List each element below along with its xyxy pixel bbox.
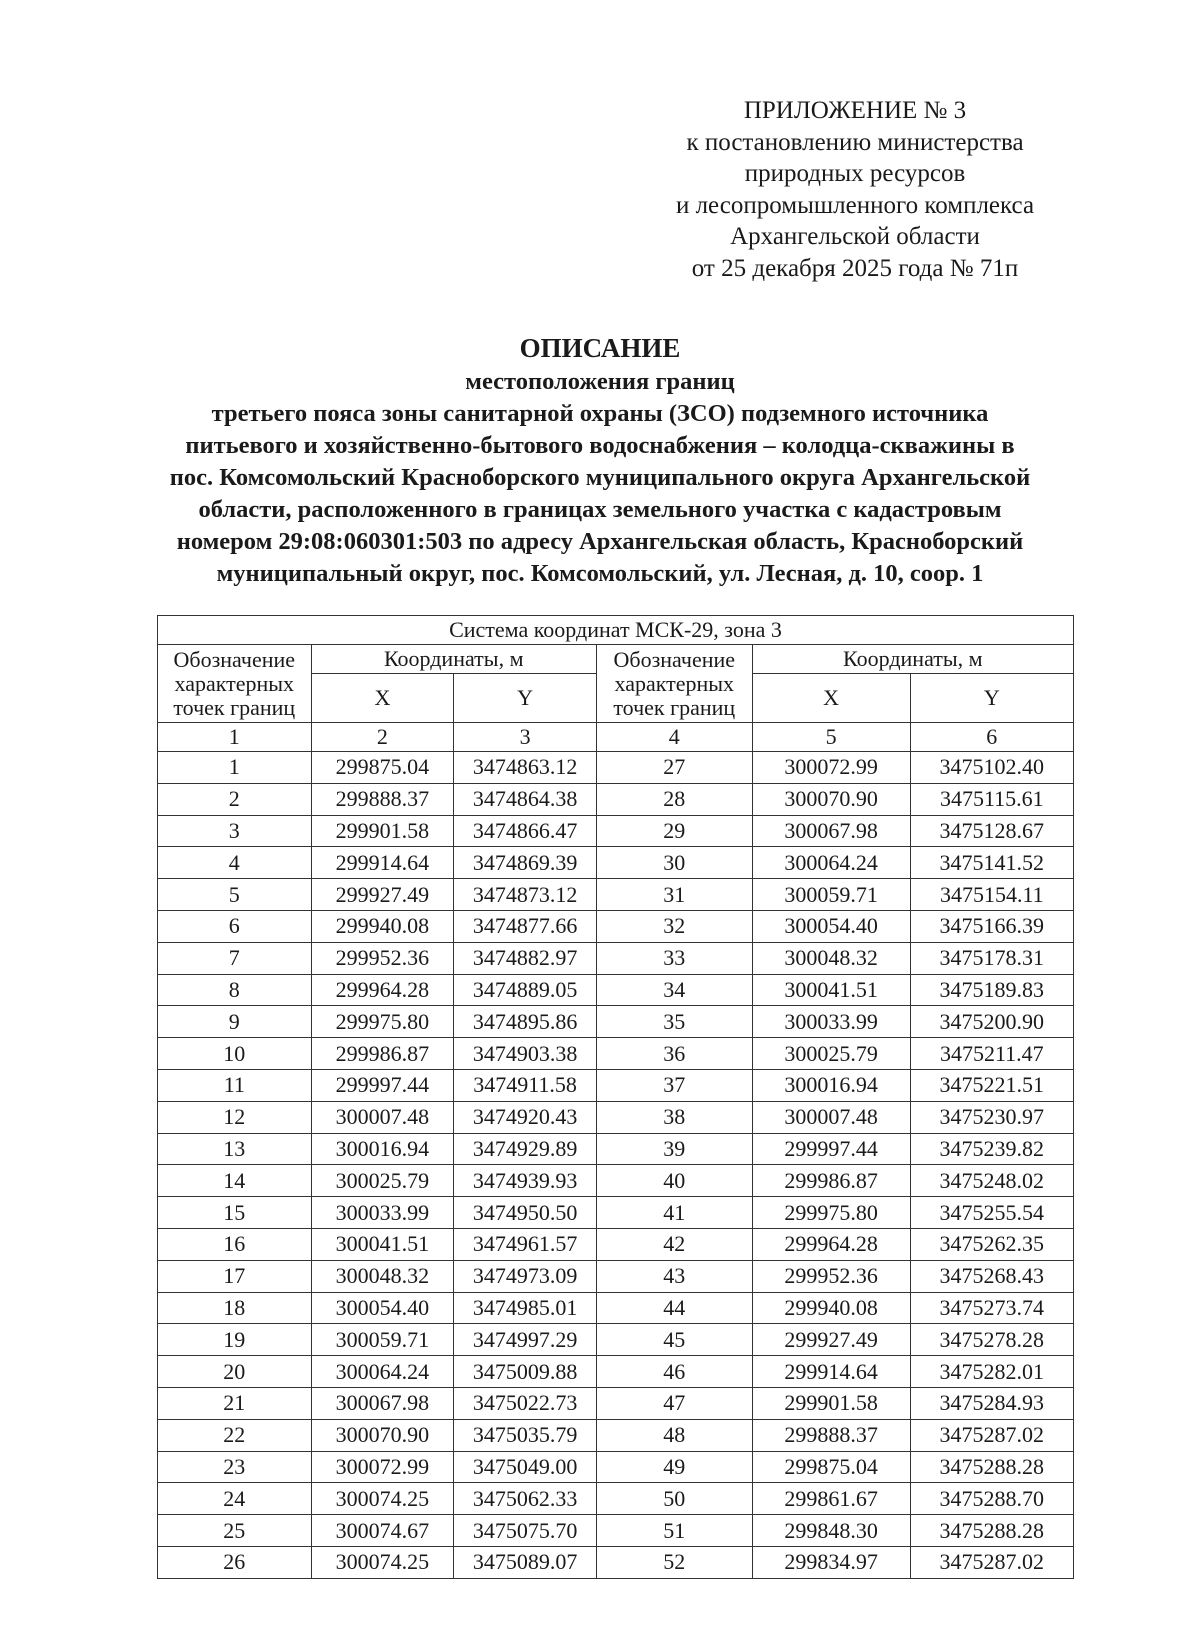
x-value: 300064.24 xyxy=(311,1356,454,1388)
point-number: 45 xyxy=(596,1324,752,1356)
x-value: 300016.94 xyxy=(311,1133,454,1165)
x-value: 300059.71 xyxy=(752,879,910,911)
x-value: 300048.32 xyxy=(752,942,910,974)
y-value: 3474985.01 xyxy=(454,1292,597,1324)
table-row xyxy=(158,1069,1074,1101)
title-line: номером 29:08:060301:503 по адресу Архангельская область, Красноборский xyxy=(176,528,1024,555)
point-number: 38 xyxy=(596,1101,752,1133)
point-number: 49 xyxy=(596,1451,752,1483)
y-value: 3475200.90 xyxy=(910,1006,1073,1038)
point-number: 47 xyxy=(596,1387,752,1419)
x-value: 300025.79 xyxy=(752,1038,910,1070)
x-value: 299901.58 xyxy=(311,815,454,847)
y-value: 3475268.43 xyxy=(910,1260,1073,1292)
x-header: X xyxy=(311,674,454,723)
x-value: 299975.80 xyxy=(311,1006,454,1038)
table-row xyxy=(158,1546,1074,1578)
title-line: пос. Комсомольский Красноборского муниципального округа Архангельской xyxy=(169,464,1031,491)
table-row xyxy=(158,1292,1074,1324)
point-number: 11 xyxy=(158,1069,312,1101)
coordinates-header: Координаты, м xyxy=(311,645,596,674)
appendix-line: ПРИЛОЖЕНИЕ № 3 xyxy=(743,97,967,124)
point-number: 2 xyxy=(158,783,312,815)
y-header: Y xyxy=(454,674,597,723)
coordinate-system-header: Система координат МСК-29, зона 3 xyxy=(158,616,1074,645)
y-value: 3474869.39 xyxy=(454,847,597,879)
y-value: 3474929.89 xyxy=(454,1133,597,1165)
y-value: 3475288.28 xyxy=(910,1451,1073,1483)
y-value: 3475009.88 xyxy=(454,1356,597,1388)
y-value: 3474882.97 xyxy=(454,942,597,974)
y-value: 3475288.70 xyxy=(910,1483,1073,1515)
point-number: 8 xyxy=(158,974,312,1006)
x-value: 300072.99 xyxy=(752,752,910,784)
y-value: 3475141.52 xyxy=(910,847,1073,879)
x-value: 299834.97 xyxy=(752,1546,910,1578)
x-value: 299952.36 xyxy=(311,942,454,974)
y-value: 3475255.54 xyxy=(910,1197,1073,1229)
point-number: 52 xyxy=(596,1546,752,1578)
x-value: 300054.40 xyxy=(752,910,910,942)
table-row xyxy=(158,1419,1074,1451)
y-value: 3474961.57 xyxy=(454,1228,597,1260)
x-value: 300016.94 xyxy=(752,1069,910,1101)
point-number: 19 xyxy=(158,1324,312,1356)
point-number: 32 xyxy=(596,910,752,942)
point-number: 7 xyxy=(158,942,312,974)
table-header-row xyxy=(158,645,1074,674)
point-number: 50 xyxy=(596,1483,752,1515)
y-value: 3475102.40 xyxy=(910,752,1073,784)
point-number: 3 xyxy=(158,815,312,847)
table-row xyxy=(158,847,1074,879)
point-number: 27 xyxy=(596,752,752,784)
point-number: 16 xyxy=(158,1228,312,1260)
appendix-line: и лесопромышленного комплекса xyxy=(675,191,1035,219)
y-value: 3474873.12 xyxy=(454,879,597,911)
appendix-line: Архангельской области xyxy=(730,223,980,250)
x-value: 300041.51 xyxy=(752,974,910,1006)
x-value: 300070.90 xyxy=(752,783,910,815)
x-value: 299986.87 xyxy=(311,1038,454,1070)
point-number: 13 xyxy=(158,1133,312,1165)
table-row xyxy=(158,1356,1074,1388)
point-number: 51 xyxy=(596,1515,752,1547)
point-number: 40 xyxy=(596,1165,752,1197)
table-row xyxy=(158,942,1074,974)
point-number: 48 xyxy=(596,1419,752,1451)
y-value: 3475287.02 xyxy=(910,1419,1073,1451)
table-row xyxy=(158,879,1074,911)
x-value: 300074.25 xyxy=(311,1546,454,1578)
point-number: 18 xyxy=(158,1292,312,1324)
table-row xyxy=(158,1260,1074,1292)
x-value: 300007.48 xyxy=(311,1101,454,1133)
y-value: 3475284.93 xyxy=(910,1387,1073,1419)
y-value: 3474864.38 xyxy=(454,783,597,815)
table-row xyxy=(158,1515,1074,1547)
point-number: 35 xyxy=(596,1006,752,1038)
point-designation-header: Обозначение характерных точек границ xyxy=(158,645,312,723)
table-row xyxy=(158,1133,1074,1165)
y-value: 3474939.93 xyxy=(454,1165,597,1197)
x-value: 299888.37 xyxy=(311,783,454,815)
y-value: 3475230.97 xyxy=(910,1101,1073,1133)
point-number: 12 xyxy=(158,1101,312,1133)
coordinates-header: Координаты, м xyxy=(752,645,1073,674)
point-number: 4 xyxy=(158,847,312,879)
title-line: питьевого и хозяйственно-бытового водоснабжения – колодца-скважины в xyxy=(185,432,1015,459)
table-row xyxy=(158,910,1074,942)
x-value: 300074.67 xyxy=(311,1515,454,1547)
x-value: 299997.44 xyxy=(311,1069,454,1101)
x-value: 300070.90 xyxy=(311,1419,454,1451)
column-number: 6 xyxy=(910,723,1073,752)
x-value: 299952.36 xyxy=(752,1260,910,1292)
point-number: 34 xyxy=(596,974,752,1006)
x-value: 299848.30 xyxy=(752,1515,910,1547)
point-number: 44 xyxy=(596,1292,752,1324)
table-row xyxy=(158,1165,1074,1197)
column-number: 3 xyxy=(454,723,597,752)
point-number: 25 xyxy=(158,1515,312,1547)
point-number: 9 xyxy=(158,1006,312,1038)
point-designation-header: Обозначение характерных точек границ xyxy=(596,645,752,723)
x-value: 300041.51 xyxy=(311,1228,454,1260)
x-value: 299940.08 xyxy=(311,910,454,942)
x-value: 299914.64 xyxy=(752,1356,910,1388)
point-number: 31 xyxy=(596,879,752,911)
point-number: 43 xyxy=(596,1260,752,1292)
table-row xyxy=(158,1006,1074,1038)
x-value: 299927.49 xyxy=(752,1324,910,1356)
point-number: 33 xyxy=(596,942,752,974)
y-value: 3475278.28 xyxy=(910,1324,1073,1356)
point-number: 30 xyxy=(596,847,752,879)
x-value: 300064.24 xyxy=(752,847,910,879)
y-value: 3474973.09 xyxy=(454,1260,597,1292)
x-value: 299861.67 xyxy=(752,1483,910,1515)
y-value: 3475062.33 xyxy=(454,1483,597,1515)
y-value: 3475288.28 xyxy=(910,1515,1073,1547)
x-value: 299875.04 xyxy=(311,752,454,784)
y-value: 3475154.11 xyxy=(910,879,1073,911)
y-value: 3474889.05 xyxy=(454,974,597,1006)
point-number: 5 xyxy=(158,879,312,911)
table-row xyxy=(158,1228,1074,1260)
title-line: третьего пояса зоны санитарной охраны (ЗСО) подземного источника xyxy=(211,400,989,427)
x-value: 300007.48 xyxy=(752,1101,910,1133)
x-value: 300054.40 xyxy=(311,1292,454,1324)
y-value: 3474920.43 xyxy=(454,1101,597,1133)
table-row xyxy=(158,1387,1074,1419)
table-body xyxy=(158,752,1074,1579)
y-value: 3474911.58 xyxy=(454,1069,597,1101)
point-number: 24 xyxy=(158,1483,312,1515)
y-value: 3475128.67 xyxy=(910,815,1073,847)
point-number: 46 xyxy=(596,1356,752,1388)
y-value: 3474866.47 xyxy=(454,815,597,847)
x-value: 300072.99 xyxy=(311,1451,454,1483)
y-value: 3475115.61 xyxy=(910,783,1073,815)
title-line: муниципальный округ, пос. Комсомольский, ул. Лесная, д. 10, соор. 1 xyxy=(216,560,984,587)
x-value: 299901.58 xyxy=(752,1387,910,1419)
y-value: 3475211.47 xyxy=(910,1038,1073,1070)
appendix-line: природных ресурсов xyxy=(744,160,966,187)
x-value: 300048.32 xyxy=(311,1260,454,1292)
x-value: 299975.80 xyxy=(752,1197,910,1229)
y-value: 3475178.31 xyxy=(910,942,1073,974)
x-value: 300033.99 xyxy=(311,1197,454,1229)
point-number: 36 xyxy=(596,1038,752,1070)
x-value: 300067.98 xyxy=(752,815,910,847)
point-number: 10 xyxy=(158,1038,312,1070)
point-number: 26 xyxy=(158,1546,312,1578)
x-value: 299964.28 xyxy=(752,1228,910,1260)
x-value: 300033.99 xyxy=(752,1006,910,1038)
table-row xyxy=(158,752,1074,784)
y-value: 3475248.02 xyxy=(910,1165,1073,1197)
y-value: 3475189.83 xyxy=(910,974,1073,1006)
point-number: 14 xyxy=(158,1165,312,1197)
point-number: 37 xyxy=(596,1069,752,1101)
x-value: 299997.44 xyxy=(752,1133,910,1165)
coordinates-table xyxy=(157,615,1074,1579)
y-value: 3475273.74 xyxy=(910,1292,1073,1324)
y-value: 3475075.70 xyxy=(454,1515,597,1547)
appendix-line: от 25 декабря 2025 года № 71п xyxy=(691,254,1019,282)
column-number: 5 xyxy=(752,723,910,752)
column-number-row xyxy=(158,723,1074,752)
y-value: 3474863.12 xyxy=(454,752,597,784)
x-value: 300059.71 xyxy=(311,1324,454,1356)
point-number: 42 xyxy=(596,1228,752,1260)
y-value: 3474903.38 xyxy=(454,1038,597,1070)
table-row xyxy=(158,974,1074,1006)
table-row xyxy=(158,1324,1074,1356)
x-value: 299875.04 xyxy=(752,1451,910,1483)
y-value: 3474877.66 xyxy=(454,910,597,942)
point-number: 15 xyxy=(158,1197,312,1229)
appendix-header xyxy=(620,95,1090,284)
table-row xyxy=(158,815,1074,847)
y-value: 3474997.29 xyxy=(454,1324,597,1356)
y-value: 3475089.07 xyxy=(454,1546,597,1578)
point-number: 6 xyxy=(158,910,312,942)
y-value: 3475035.79 xyxy=(454,1419,597,1451)
y-value: 3475287.02 xyxy=(910,1546,1073,1578)
y-value: 3475282.01 xyxy=(910,1356,1073,1388)
table-row xyxy=(158,783,1074,815)
table-row xyxy=(158,1038,1074,1070)
y-value: 3474895.86 xyxy=(454,1006,597,1038)
y-value: 3475221.51 xyxy=(910,1069,1073,1101)
point-number: 22 xyxy=(158,1419,312,1451)
x-value: 300067.98 xyxy=(311,1387,454,1419)
title-line: местоположения границ xyxy=(465,368,735,395)
table-row xyxy=(158,1197,1074,1229)
document-title xyxy=(40,330,1160,590)
appendix-line: к постановлению министерства xyxy=(686,128,1024,156)
x-value: 299888.37 xyxy=(752,1419,910,1451)
table-row xyxy=(158,1483,1074,1515)
point-number: 1 xyxy=(158,752,312,784)
x-value: 300025.79 xyxy=(311,1165,454,1197)
x-value: 299986.87 xyxy=(752,1165,910,1197)
point-number: 39 xyxy=(596,1133,752,1165)
y-value: 3475262.35 xyxy=(910,1228,1073,1260)
point-number: 17 xyxy=(158,1260,312,1292)
column-number: 4 xyxy=(596,723,752,752)
point-number: 29 xyxy=(596,815,752,847)
table-row xyxy=(158,1451,1074,1483)
point-number: 23 xyxy=(158,1451,312,1483)
point-number: 41 xyxy=(596,1197,752,1229)
column-number: 1 xyxy=(158,723,312,752)
table-system-row xyxy=(158,616,1074,645)
x-value: 299940.08 xyxy=(752,1292,910,1324)
title-line: области, расположенного в границах земельного участка с кадастровым xyxy=(198,496,1002,523)
table-row xyxy=(158,1101,1074,1133)
y-value: 3474950.50 xyxy=(454,1197,597,1229)
title-main: ОПИСАНИЕ xyxy=(519,333,681,363)
x-header: X xyxy=(752,674,910,723)
y-value: 3475022.73 xyxy=(454,1387,597,1419)
y-header: Y xyxy=(910,674,1073,723)
y-value: 3475166.39 xyxy=(910,910,1073,942)
x-value: 299927.49 xyxy=(311,879,454,911)
x-value: 299964.28 xyxy=(311,974,454,1006)
x-value: 300074.25 xyxy=(311,1483,454,1515)
x-value: 299914.64 xyxy=(311,847,454,879)
point-number: 20 xyxy=(158,1356,312,1388)
y-value: 3475239.82 xyxy=(910,1133,1073,1165)
y-value: 3475049.00 xyxy=(454,1451,597,1483)
point-number: 28 xyxy=(596,783,752,815)
column-number: 2 xyxy=(311,723,454,752)
point-number: 21 xyxy=(158,1387,312,1419)
